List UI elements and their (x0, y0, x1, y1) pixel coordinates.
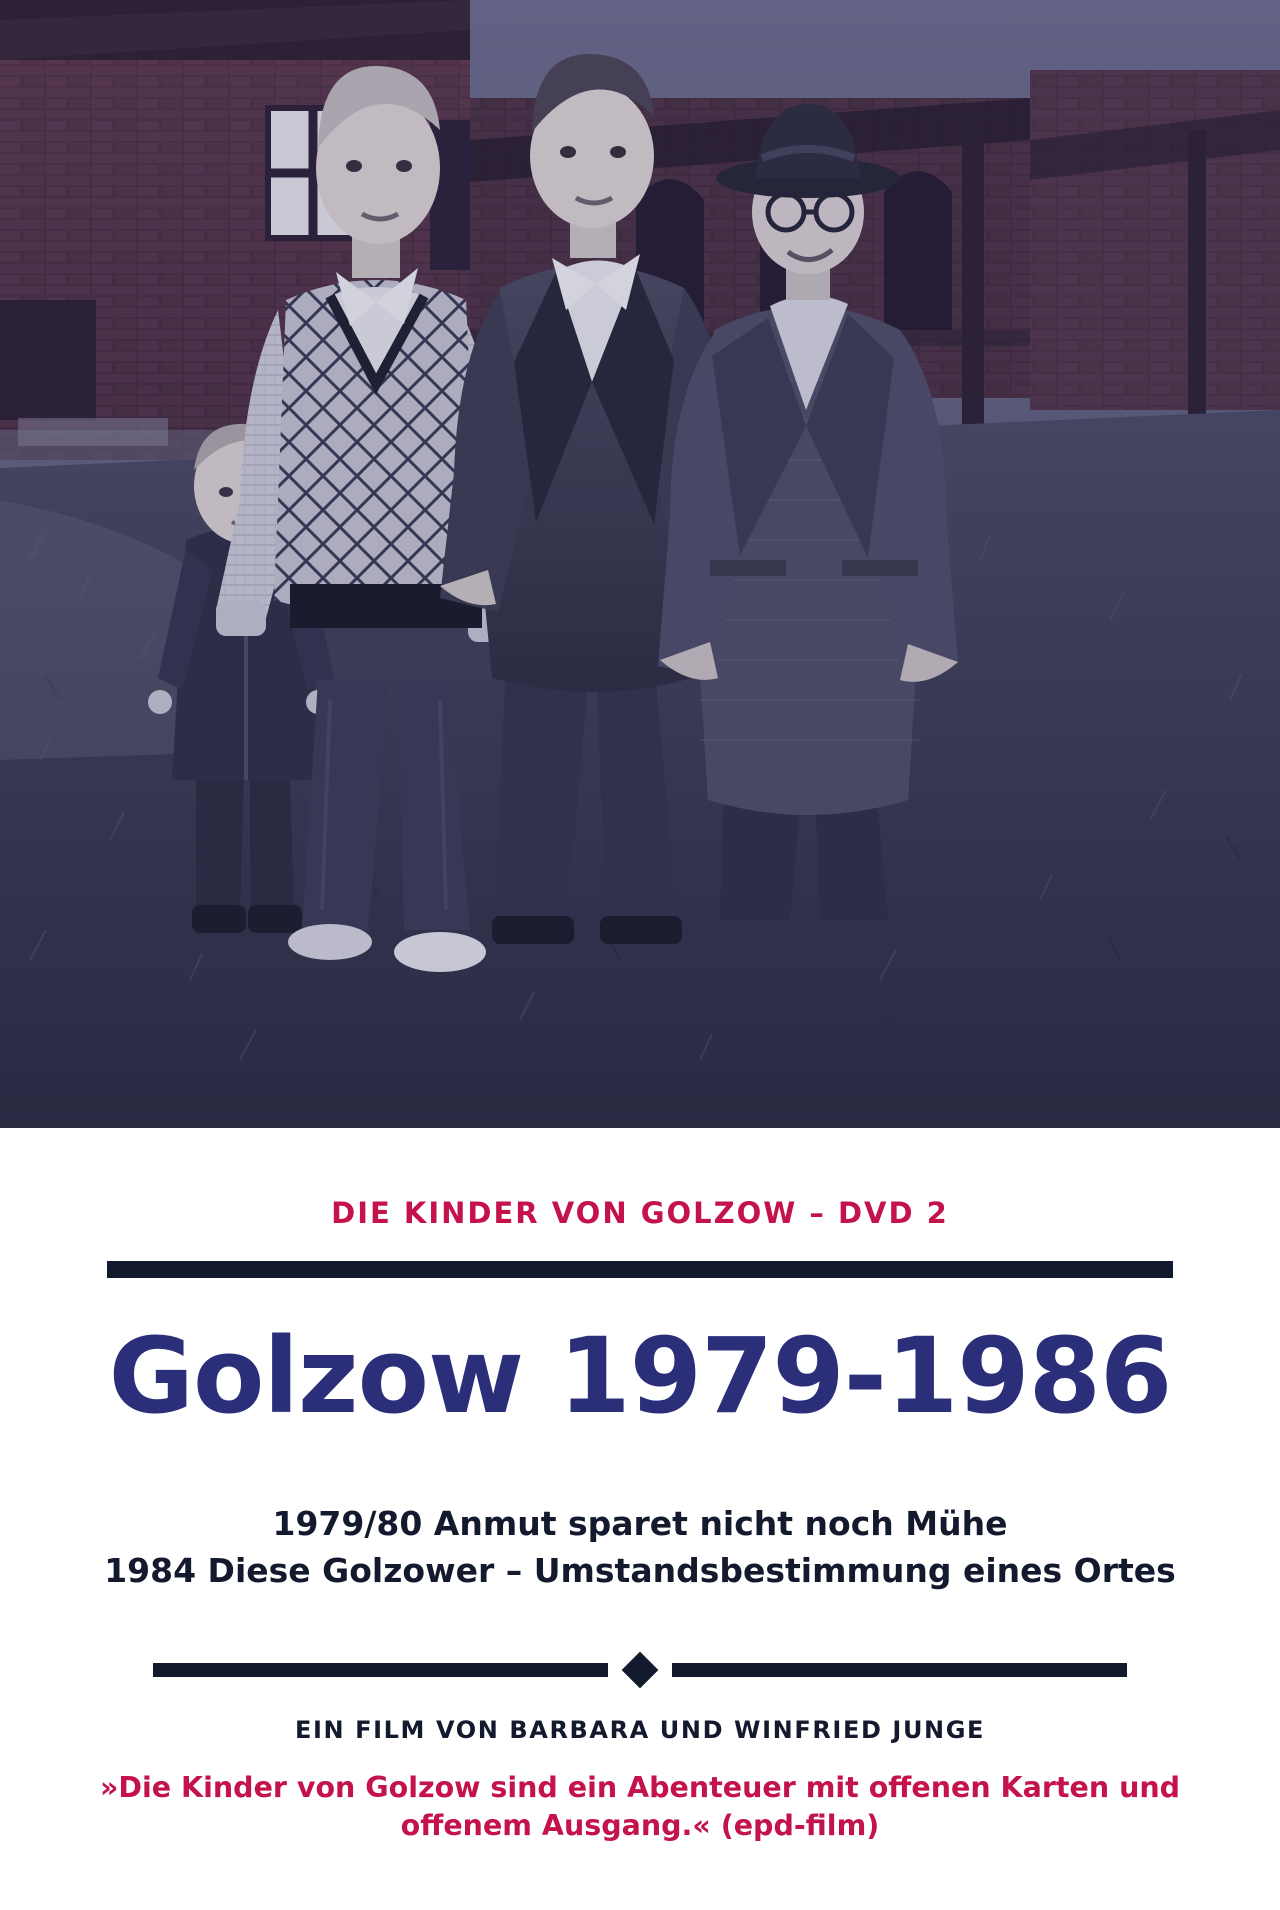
divider-bar-left (153, 1663, 608, 1677)
director-credit: EIN FILM VON BARBARA UND WINFRIED JUNGE (294, 1715, 986, 1744)
divider-bar-right (672, 1663, 1127, 1677)
press-quote: »Die Kinder von Golzow sind ein Abenteuer mit offenen Karten und offenem Ausgang.« (epd-film) (99, 1770, 1181, 1843)
diamond-icon (622, 1651, 659, 1688)
cover-text-area (0, 1128, 1280, 1910)
diamond-divider (0, 1657, 1280, 1683)
series-title: DIE KINDER VON GOLZOW – DVD 2 (331, 1196, 949, 1230)
film-list (0, 1501, 1280, 1595)
top-divider-rule (107, 1261, 1173, 1278)
page-title: Golzow 1979-1986 (108, 1315, 1172, 1437)
film-entry-2: 1984 Diese Golzower – Umstandsbestimmung eines Ortes (104, 1550, 1176, 1590)
film-entry-1: 1979/80 Anmut sparet nicht noch Mühe (272, 1503, 1008, 1543)
